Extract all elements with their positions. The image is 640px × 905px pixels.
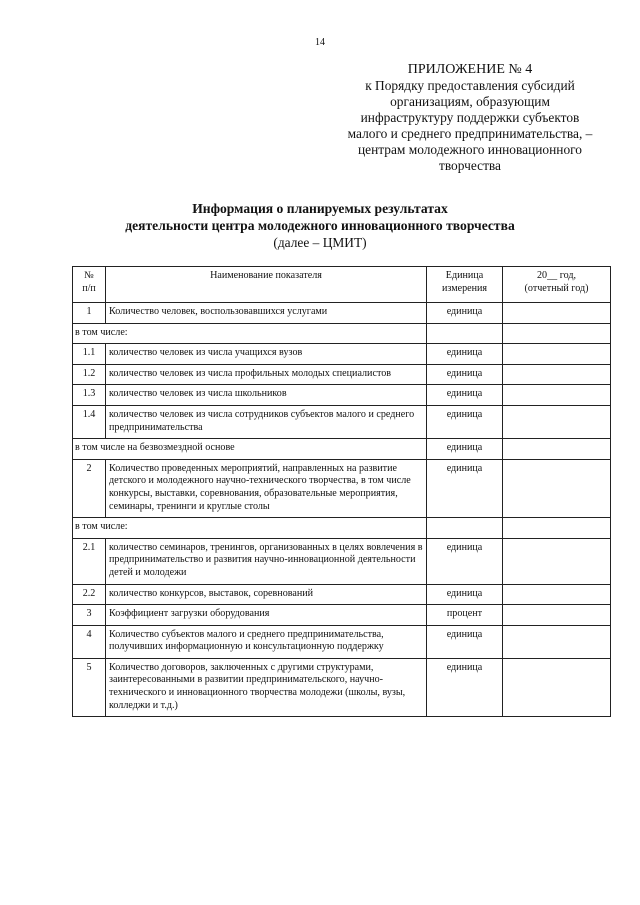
table-row <box>73 605 611 626</box>
table-section-row <box>73 439 611 460</box>
indicator-value <box>503 303 611 324</box>
row-number: 3 <box>73 605 106 626</box>
indicator-name: Количество субъектов малого и среднего предпринимательства, получивших информационную и консультационную поддержку <box>106 625 427 658</box>
appendix-block <box>305 62 635 174</box>
header-text: Наименование показателя <box>210 270 322 281</box>
header-text: Единица <box>445 270 484 281</box>
table-row <box>73 584 611 605</box>
row-number: 1.3 <box>73 385 106 406</box>
header-text: № <box>84 270 94 281</box>
indicator-value <box>503 439 611 460</box>
indicator-unit: единица <box>427 344 503 365</box>
header-number <box>73 267 106 303</box>
indicator-unit: единица <box>427 625 503 658</box>
row-number: 2.1 <box>73 538 106 584</box>
row-number: 5 <box>73 658 106 716</box>
row-number: 1.1 <box>73 344 106 365</box>
indicator-unit: единица <box>427 538 503 584</box>
table-row <box>73 303 611 324</box>
indicator-value <box>503 344 611 365</box>
table-row <box>73 625 611 658</box>
header-text: (отчетный год) <box>524 282 589 294</box>
indicator-unit: единица <box>427 385 503 406</box>
appendix-line: центрам молодежного инновационного <box>358 142 582 157</box>
row-number: 1.4 <box>73 405 106 438</box>
indicator-value <box>503 518 611 539</box>
header-text: измерения <box>441 282 488 294</box>
indicator-value <box>503 405 611 438</box>
indicator-name: количество конкурсов, выставок, соревнований <box>106 584 427 605</box>
indicator-unit <box>427 323 503 344</box>
table-row <box>73 364 611 385</box>
header-unit <box>427 267 503 303</box>
table-section-row <box>73 323 611 344</box>
table-section-row <box>73 518 611 539</box>
table-row <box>73 538 611 584</box>
indicator-unit: единица <box>427 364 503 385</box>
page-number: 14 <box>315 37 325 48</box>
row-number: 1.2 <box>73 364 106 385</box>
table-header-row <box>73 267 611 303</box>
indicator-unit: единица <box>427 303 503 324</box>
appendix-line: организациям, образующим <box>390 94 550 109</box>
indicator-name: Количество человек, воспользовавшихся услугами <box>106 303 427 324</box>
row-number: 1 <box>73 303 106 324</box>
indicator-unit: процент <box>427 605 503 626</box>
indicator-value <box>503 538 611 584</box>
header-year <box>503 267 611 303</box>
heading-line: деятельности центра молодежного инновационного творчества <box>125 218 515 233</box>
heading-subtitle: (далее – ЦМИТ) <box>273 235 367 250</box>
indicator-name: количество человек из числа профильных молодых специалистов <box>106 364 427 385</box>
indicator-name: Количество договоров, заключенных с другими структурами, заинтересованными в развитии предпринимательского, научно-технического и инновационного творчества молодежи (школы, вузы, колледжи и т.д.) <box>106 658 427 716</box>
header-text: п/п <box>82 282 96 294</box>
section-label: в том числе: <box>73 323 427 344</box>
indicator-name: количество человек из числа школьников <box>106 385 427 406</box>
indicator-value <box>503 364 611 385</box>
indicator-unit: единица <box>427 584 503 605</box>
table-row <box>73 385 611 406</box>
indicator-name: количество человек из числа учащихся вузов <box>106 344 427 365</box>
indicator-value <box>503 658 611 716</box>
section-label: в том числе на безвозмездной основе <box>73 439 427 460</box>
header-name <box>106 267 427 303</box>
indicator-name: Коэффициент загрузки оборудования <box>106 605 427 626</box>
indicator-value <box>503 323 611 344</box>
indicator-name: количество человек из числа сотрудников субъектов малого и среднего предпринимательства <box>106 405 427 438</box>
table-row <box>73 344 611 365</box>
indicator-unit: единица <box>427 405 503 438</box>
appendix-title: ПРИЛОЖЕНИЕ № 4 <box>407 62 533 77</box>
indicator-unit <box>427 518 503 539</box>
appendix-line: малого и среднего предпринимательства, – <box>347 126 593 141</box>
table-row <box>73 459 611 517</box>
indicator-value <box>503 605 611 626</box>
indicators-table <box>72 266 611 717</box>
heading-line: Информация о планируемых результатах <box>192 201 448 216</box>
section-label: в том числе: <box>73 518 427 539</box>
indicator-value <box>503 584 611 605</box>
table-row <box>73 658 611 716</box>
indicator-value <box>503 625 611 658</box>
indicator-name: Количество проведенных мероприятий, направленных на развитие детского и молодежного научно-технического творчества, в том числе конкурсы, выставки, соревнования, образовательные мероприятия, семинары, тренинги и круглые столы <box>106 459 427 517</box>
appendix-line: инфраструктуру поддержки субъектов <box>360 110 580 125</box>
document-heading <box>0 200 640 251</box>
header-text: 20__ год, <box>536 270 576 281</box>
indicator-unit: единица <box>427 439 503 460</box>
indicator-name: количество семинаров, тренингов, организованных в целях вовлечения в предпринимательство и развития научно-инновационной деятельности детей и молодежи <box>106 538 427 584</box>
table-row <box>73 405 611 438</box>
appendix-line: творчества <box>438 158 502 173</box>
appendix-line: к Порядку предоставления субсидий <box>365 78 575 93</box>
indicator-unit: единица <box>427 459 503 517</box>
row-number: 2 <box>73 459 106 517</box>
row-number: 2.2 <box>73 584 106 605</box>
indicator-value <box>503 385 611 406</box>
indicator-unit: единица <box>427 658 503 716</box>
indicator-value <box>503 459 611 517</box>
row-number: 4 <box>73 625 106 658</box>
